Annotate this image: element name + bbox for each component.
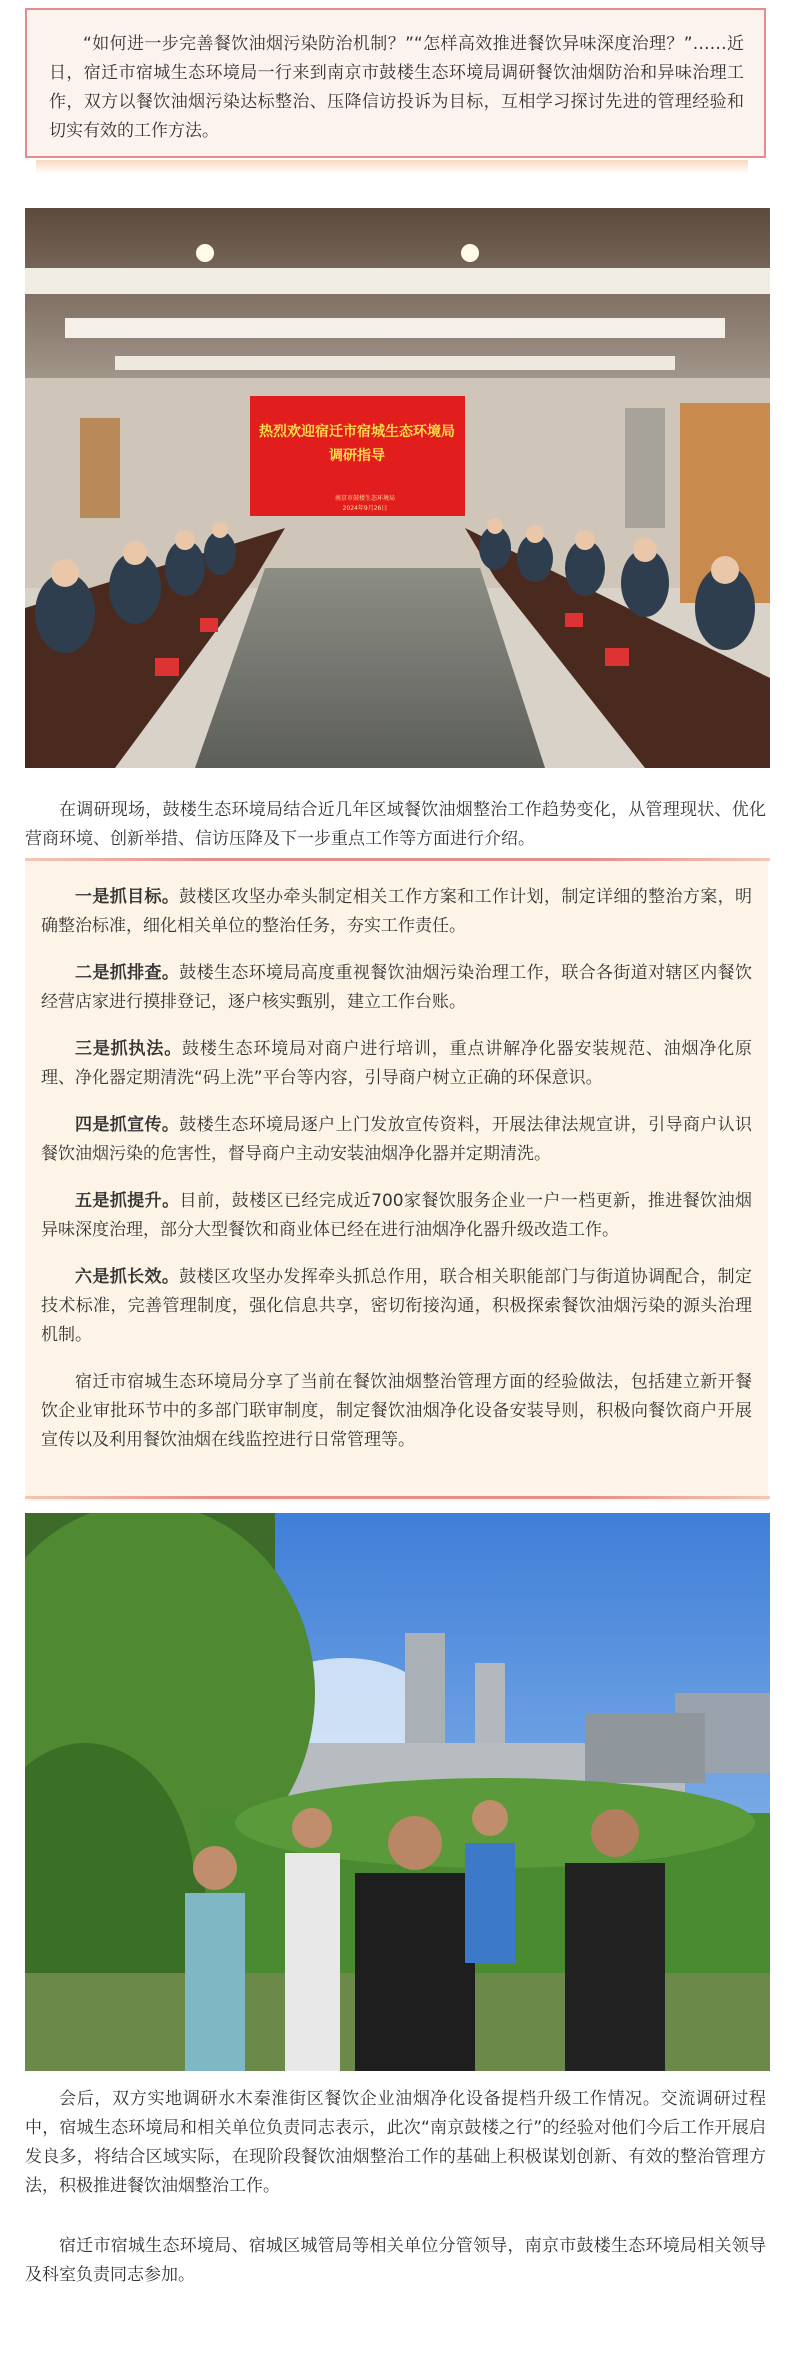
meeting-room-photo bbox=[25, 208, 770, 768]
after-visit-paragraph: 会后，双方实地调研水木秦淮街区餐饮企业油烟净化设备提档升级工作情况。交流调研过程中，宿城生态环境局和相关单位负责同志表示，此次“南京鼓楼之行”的经验对他们今后工作开展启发良多，将结合区域实际，在现阶段餐饮油烟整治工作的基础上积极谋划创新、有效的整治管理方法，积极推进餐饮油烟整治工作。 bbox=[25, 2089, 766, 2196]
visit-paragraph: 在调研现场，鼓楼生态环境局结合近几年区域餐饮油烟整治工作趋势变化，从管理现状、优化营商环境、创新举措、信访压降及下一步重点工作等方面进行介绍。 bbox=[25, 800, 766, 849]
measure-lead: 四是抓宣传。 bbox=[75, 1115, 180, 1135]
welcome-banner-sub: 南京市鼓楼生态环境局 bbox=[334, 495, 396, 502]
intro-paragraph: “如何进一步完善餐饮油烟污染防治机制？”“怎样高效推进餐饮异味深度治理？”……近日，宿迁市宿城生态环境局一行来到南京市鼓楼生态环境局调研餐饮油烟防治和异味治理工作，双方以餐饮油烟污染达标整治、压降信访投诉为目标，互相学习探讨先进的管理经验和切实有效的工作方法。 bbox=[49, 34, 744, 141]
measure-text: 鼓楼生态环境局高度重视餐饮油烟污染治理工作，联合各街道对辖区内餐饮经营店家进行摸排登记，逐户核实甄别，建立工作台账。 bbox=[41, 963, 753, 1012]
attendees-paragraph: 宿迁市宿城生态环境局、宿城区城管局等相关单位分管领导，南京市鼓楼生态环境局相关领导及科室负责同志参加。 bbox=[25, 2236, 766, 2285]
share-paragraph: 宿迁市宿城生态环境局分享了当前在餐饮油烟整治管理方面的经验做法，包括建立新开餐饮企业审批环节中的多部门联审制度，制定餐饮油烟净化设备安装导则，积极向餐饮商户开展宣传以及利用餐饮油烟在线监控进行日常管理等。 bbox=[41, 1372, 752, 1450]
policy-bottom-rule bbox=[25, 1496, 770, 1499]
measure-text: 目前，鼓楼区已经完成近700家餐饮服务企业一户一档更新，推进餐饮油烟异味深度治理，部分大型餐饮和商业体已经在进行油烟净化器升级改造工作。 bbox=[41, 1191, 753, 1240]
welcome-banner-date: 2024年9月26日 bbox=[342, 505, 388, 512]
measure-item-survey bbox=[41, 959, 752, 1017]
measure-lead: 三是抓执法。 bbox=[75, 1039, 183, 1059]
measure-text: 鼓楼生态环境局逐户上门发放宣传资料，开展法律法规宣讲，引导商户认识餐饮油烟污染的危害性，督导商户主动安装油烟净化器并定期清洗。 bbox=[41, 1115, 753, 1164]
measure-item-longterm bbox=[41, 1263, 752, 1350]
measure-lead: 一是抓目标。 bbox=[75, 887, 180, 907]
rooftop-inspection-photo bbox=[25, 1513, 770, 2071]
measure-item-goal bbox=[41, 883, 752, 941]
measure-lead: 二是抓排查。 bbox=[75, 963, 180, 983]
measure-text: 鼓楼区攻坚办牵头制定相关工作方案和工作计划，制定详细的整治方案，明确整治标准，细化相关单位的整治任务，夯实工作责任。 bbox=[41, 887, 753, 936]
intro-box-shadow bbox=[36, 160, 748, 174]
measures-box bbox=[25, 861, 768, 1501]
welcome-banner-line2: 调研指导 bbox=[329, 448, 385, 464]
measure-lead: 六是抓长效。 bbox=[75, 1267, 180, 1287]
measure-lead: 五是抓提升。 bbox=[75, 1191, 180, 1211]
measure-text: 鼓楼区攻坚办发挥牵头抓总作用，联合相关职能部门与街道协调配合，制定技术标准，完善管理制度，强化信息共享，密切衔接沟通，积极探索餐饮油烟污染的源头治理机制。 bbox=[41, 1267, 753, 1345]
measure-item-enforcement bbox=[41, 1035, 752, 1093]
intro-box bbox=[25, 8, 766, 158]
welcome-banner-line1: 热烈欢迎宿迁市宿城生态环境局 bbox=[259, 424, 455, 440]
measure-item-upgrade bbox=[41, 1187, 752, 1245]
measure-text: 鼓楼生态环境局对商户进行培训，重点讲解净化器安装规范、油烟净化原理、净化器定期清洗“码上洗”平台等内容，引导商户树立正确的环保意识。 bbox=[41, 1039, 753, 1088]
measure-item-publicity bbox=[41, 1111, 752, 1169]
